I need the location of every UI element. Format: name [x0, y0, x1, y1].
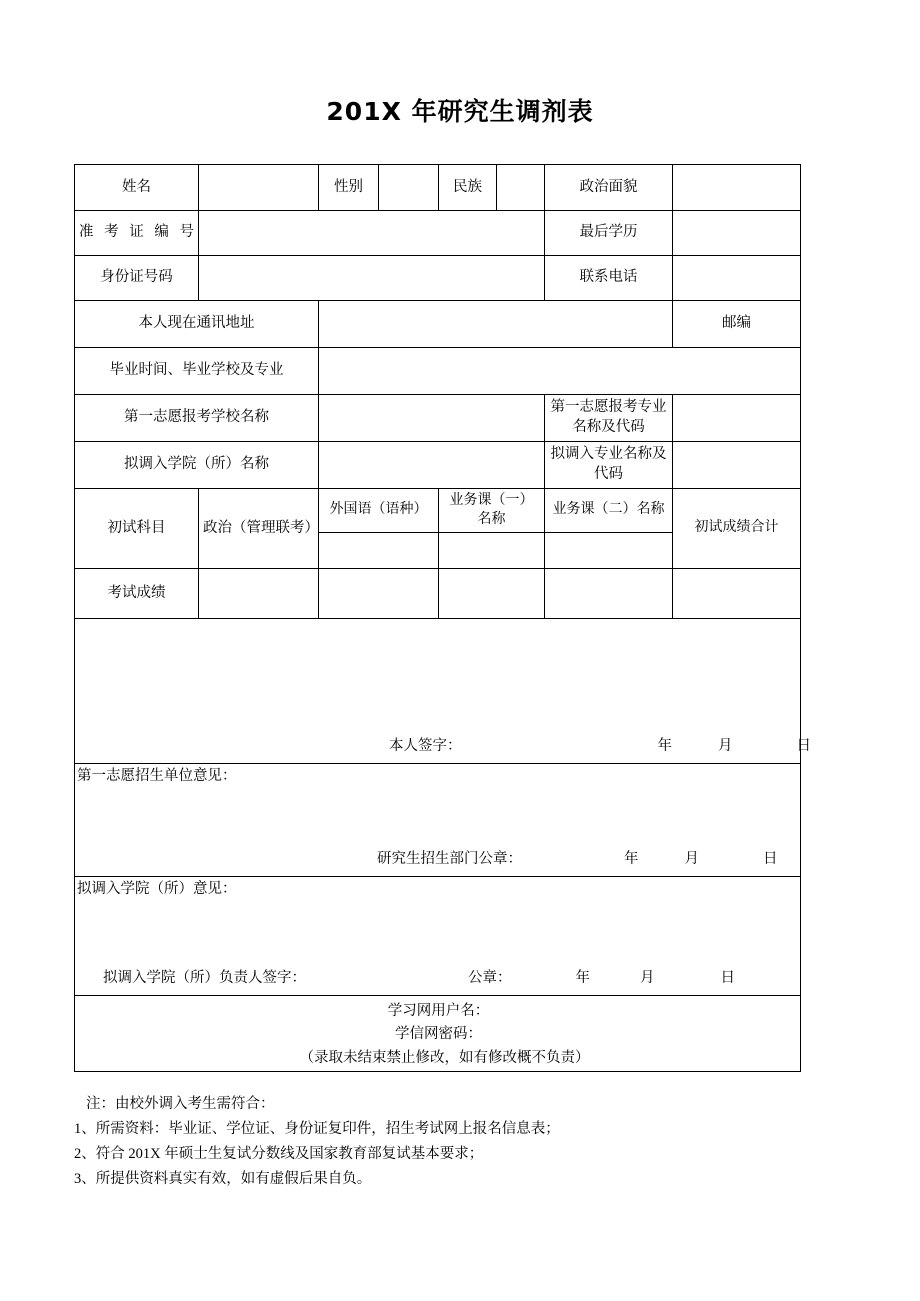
first-unit-day-label: 日 [763, 851, 778, 868]
value-highest-education[interactable] [673, 211, 801, 256]
first-unit-year-label: 年 [624, 851, 639, 868]
label-ethnicity: 民族 [439, 165, 497, 211]
label-id-number: 身份证号码 [75, 256, 199, 301]
transfer-form-table [74, 164, 811, 1072]
label-postcode: 邮编 [673, 301, 801, 348]
first-unit-seal-label: 研究生招生部门公章： [377, 851, 522, 868]
value-first-choice-school[interactable] [319, 395, 545, 442]
transfer-opinion-title: 拟调入学院（所）意见： [77, 881, 237, 897]
value-politics-score[interactable] [199, 569, 319, 619]
label-transfer-major: 拟调入专业名称及代码 [545, 442, 673, 489]
account-warning-text: （录取未结束禁止修改，如有修改概不负责） [299, 1049, 590, 1066]
label-phone: 联系电话 [545, 256, 673, 301]
value-course-two-score[interactable] [545, 569, 673, 619]
account-info-area[interactable] [75, 996, 801, 1072]
table-row-ticket [75, 211, 801, 256]
value-graduation-info[interactable] [319, 348, 801, 395]
label-gender: 性别 [319, 165, 379, 211]
note-item-2: 2、符合 201X 年硕士生复试分数线及国家教育部复试基本要求； [74, 1145, 484, 1162]
label-name: 姓名 [75, 165, 199, 211]
table-row-name [75, 165, 801, 211]
table-row-subjects-header [75, 489, 801, 533]
label-initial-exam-subjects: 初试科目 [75, 489, 199, 569]
label-total-score: 初试成绩合计 [673, 489, 801, 569]
table-row-self-signature [75, 619, 801, 764]
value-phone[interactable] [673, 256, 801, 301]
table-row-id [75, 256, 801, 301]
table-row-account [75, 996, 801, 1072]
first-unit-opinion-title: 第一志愿招生单位意见： [77, 768, 237, 784]
value-gender[interactable] [379, 165, 439, 211]
transfer-seal-label: 公章： [468, 970, 512, 987]
first-unit-month-label: 月 [684, 851, 699, 868]
footer-notes [74, 1092, 834, 1192]
value-course-one-score[interactable] [439, 569, 545, 619]
value-transfer-major[interactable] [673, 442, 801, 489]
value-ethnicity[interactable] [497, 165, 545, 211]
label-graduation-info: 毕业时间、毕业学校及专业 [75, 348, 319, 395]
notes-header: 注：由校外调入考生需符合： [86, 1096, 275, 1112]
note-item-3: 3、所提供资料真实有效，如有虚假后果自负。 [74, 1170, 372, 1187]
transfer-day-label: 日 [720, 970, 735, 987]
table-row-transfer-opinion [75, 877, 801, 996]
value-course-one-name[interactable] [439, 533, 545, 569]
self-month-label: 月 [718, 738, 733, 755]
label-exam-scores: 考试成绩 [75, 569, 199, 619]
label-admission-ticket: 准考证编号 [75, 211, 199, 256]
table-row-scores [75, 569, 801, 619]
self-signature-area[interactable] [75, 619, 811, 764]
label-course-two: 业务课（二）名称 [545, 489, 673, 533]
label-politics-subject: 政治（管理联考） [199, 489, 319, 569]
note-item-1: 1、所需资料：毕业证、学位证、身份证复印件，招生考试网上报名信息表； [74, 1120, 560, 1137]
value-course-two-name[interactable] [545, 533, 673, 569]
transfer-opinion-area[interactable] [75, 877, 801, 996]
transfer-year-label: 年 [575, 970, 590, 987]
value-first-choice-major[interactable] [673, 395, 801, 442]
value-political-status[interactable] [673, 165, 801, 211]
value-current-address[interactable] [319, 301, 673, 348]
self-year-label: 年 [657, 738, 672, 755]
self-signature-label: 本人签字： [389, 738, 462, 755]
label-highest-education: 最后学历 [545, 211, 673, 256]
table-row-first-unit-opinion [75, 764, 801, 877]
label-current-address: 本人现在通讯地址 [75, 301, 319, 348]
chsi-password-label: 学信网密码： [395, 1026, 482, 1043]
value-id-number[interactable] [199, 256, 545, 301]
label-political-status: 政治面貌 [545, 165, 673, 211]
transfer-month-label: 月 [640, 970, 655, 987]
first-unit-opinion-area[interactable] [75, 764, 801, 877]
table-row-first-choice-school [75, 395, 801, 442]
value-transfer-college[interactable] [319, 442, 545, 489]
label-first-choice-major: 第一志愿报考专业名称及代码 [545, 395, 673, 442]
value-name[interactable] [199, 165, 319, 211]
page-title: 201X 年研究生调剂表 [326, 97, 594, 126]
value-foreign-score[interactable] [319, 569, 439, 619]
label-course-one: 业务课（一）名称 [439, 489, 545, 533]
value-total-score[interactable] [673, 569, 801, 619]
label-transfer-college: 拟调入学院（所）名称 [75, 442, 319, 489]
self-day-label: 日 [796, 738, 811, 755]
table-row-transfer-college [75, 442, 801, 489]
value-admission-ticket[interactable] [199, 211, 545, 256]
transfer-signature-label: 拟调入学院（所）负责人签字： [103, 970, 306, 987]
value-foreign-language-name[interactable] [319, 533, 439, 569]
label-first-choice-school: 第一志愿报考学校名称 [75, 395, 319, 442]
table-row-address [75, 301, 801, 348]
label-foreign-language: 外国语（语种） [319, 489, 439, 533]
table-row-graduation [75, 348, 801, 395]
study-site-username-label: 学习网用户名： [387, 1002, 490, 1019]
